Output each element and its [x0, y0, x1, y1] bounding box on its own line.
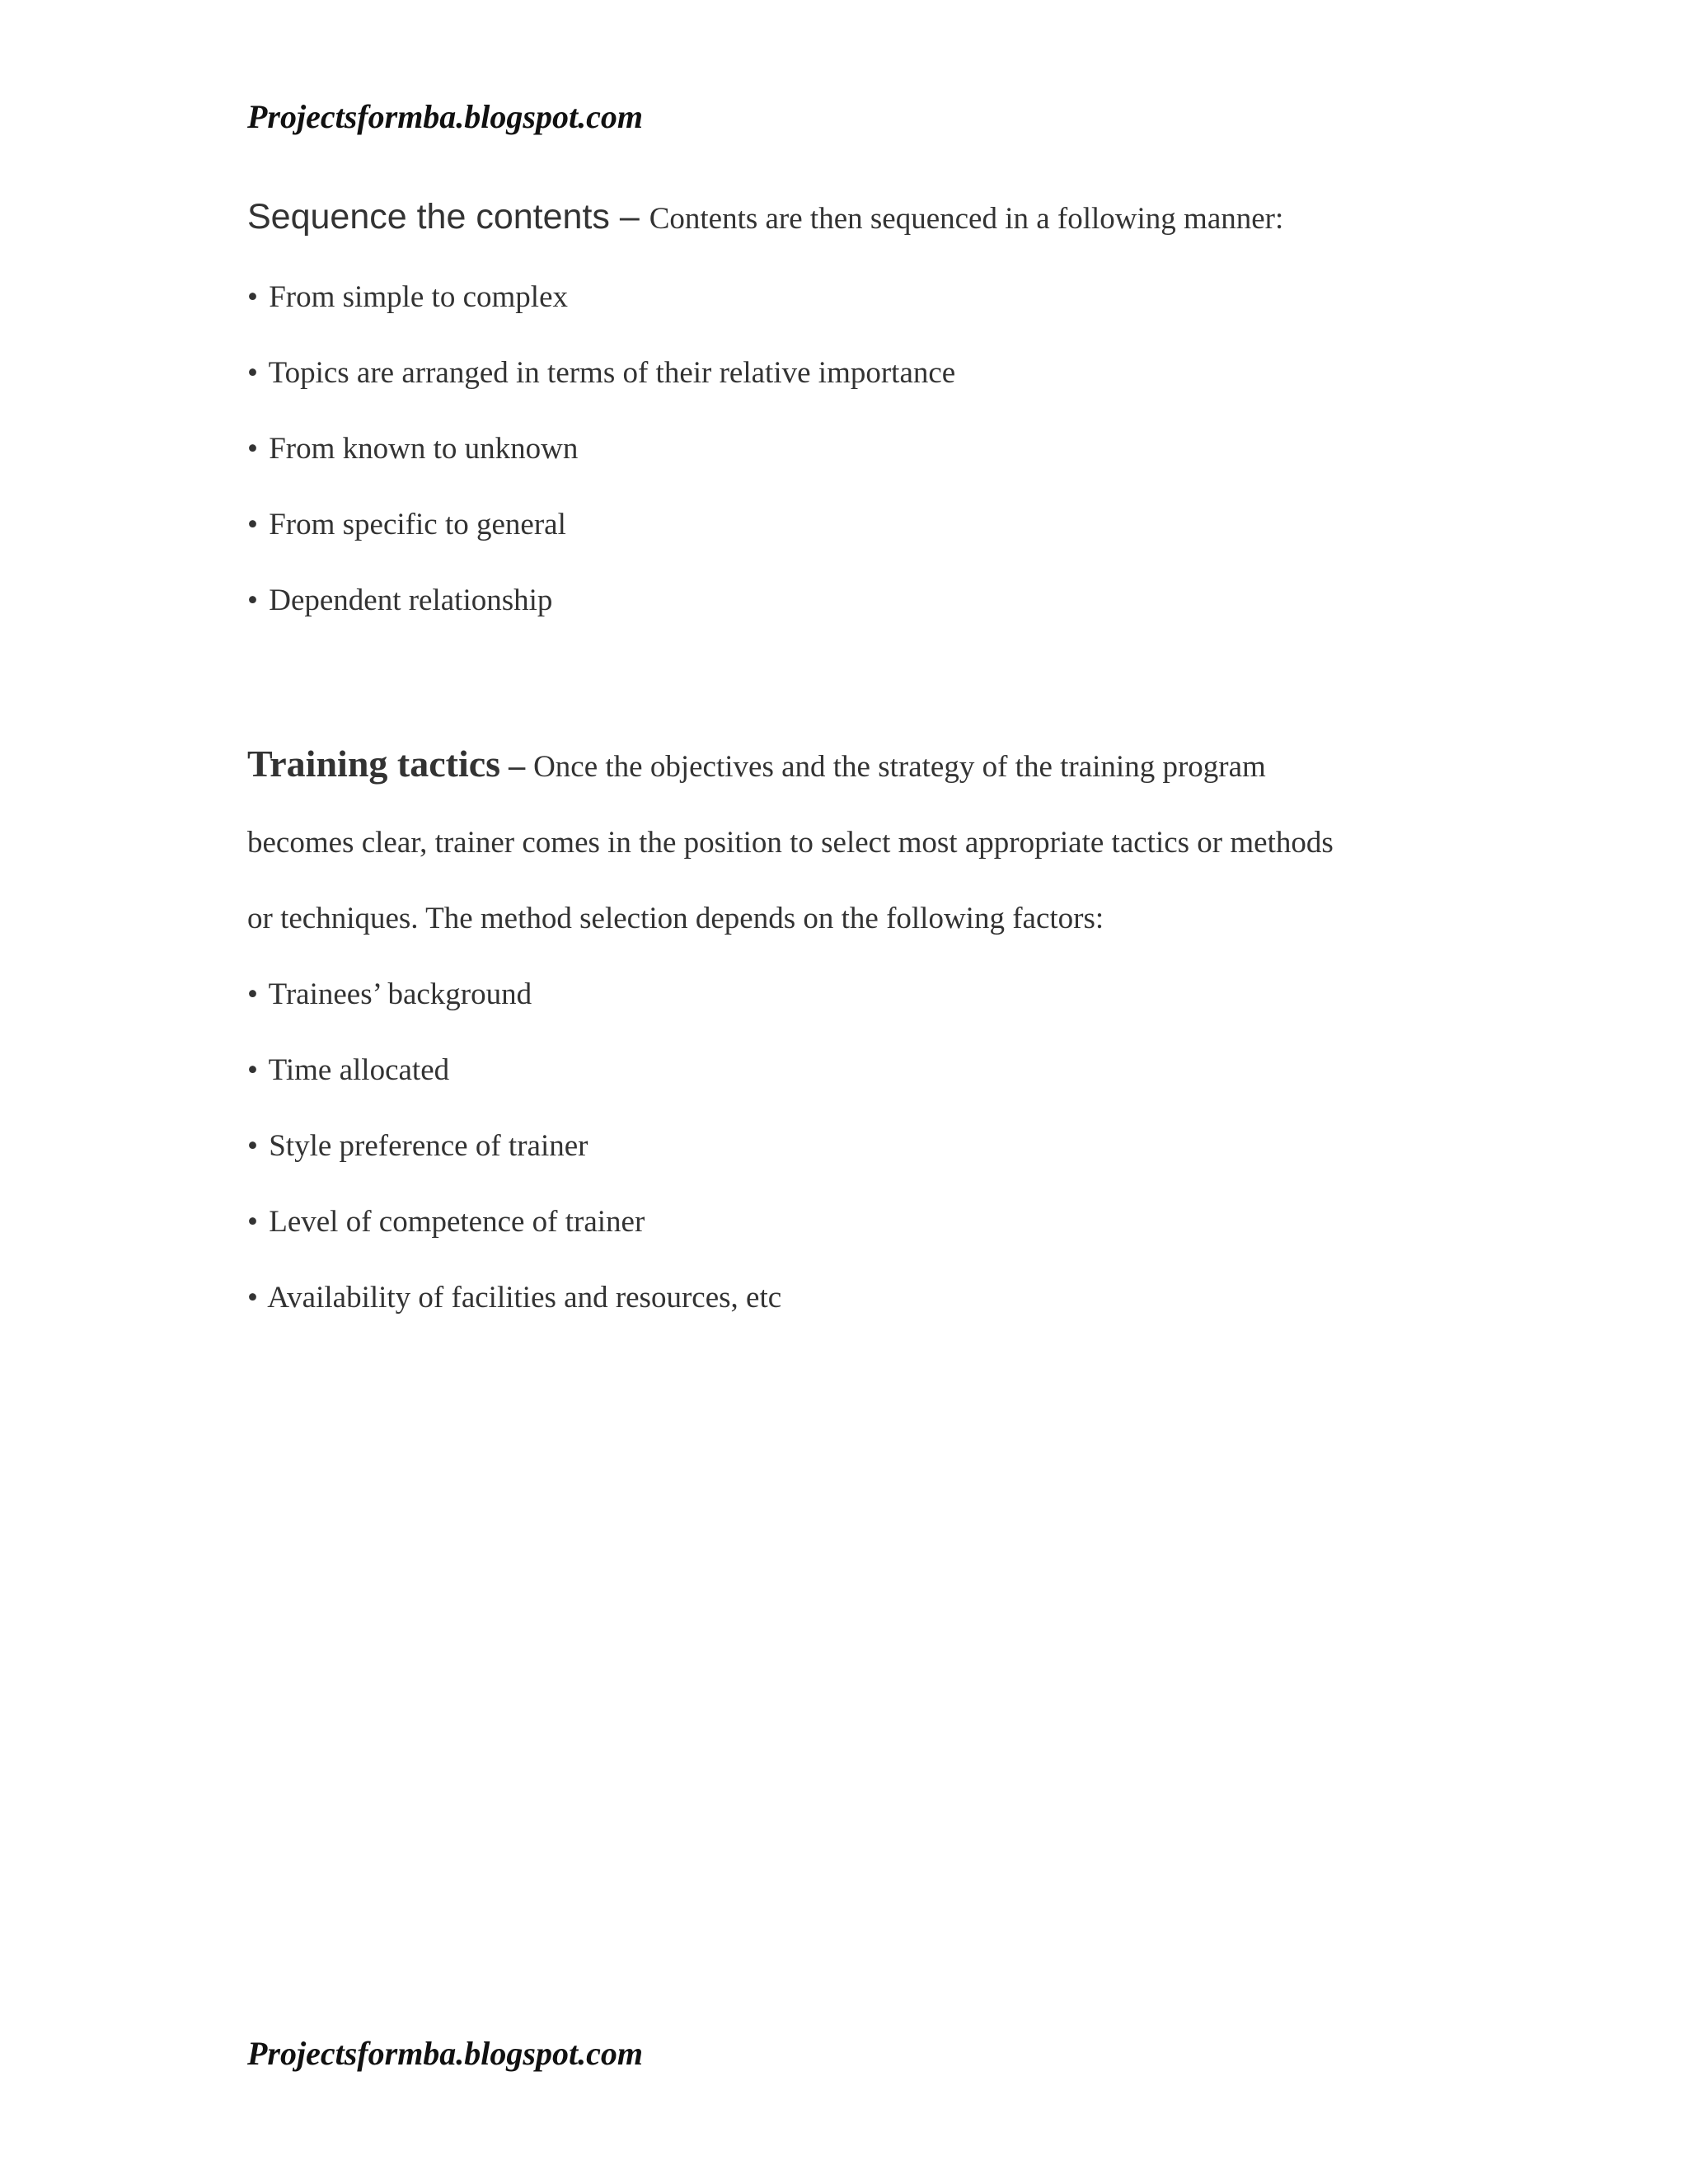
list-item	[247, 509, 566, 540]
list-item	[247, 979, 532, 1010]
bullet-icon: •	[247, 508, 258, 541]
section1-dash: –	[609, 197, 649, 237]
bullet-icon: •	[247, 280, 258, 314]
list-item	[247, 1282, 781, 1313]
list-item-text: Trainees’ background	[268, 977, 532, 1011]
list-item-text: Topics are arranged in terms of their relative importance	[268, 356, 956, 390]
list-item-text: Dependent relationship	[269, 583, 553, 617]
list-item	[247, 282, 568, 312]
bullet-icon: •	[247, 977, 258, 1011]
list-item-text: From specific to general	[269, 508, 566, 541]
section1-title: Sequence the contents	[247, 197, 610, 237]
bullet-icon: •	[247, 1281, 258, 1315]
section2-title: Training tactics	[247, 743, 501, 785]
list-item	[247, 1207, 645, 1237]
list-item	[247, 1055, 449, 1085]
list-item	[247, 585, 552, 616]
bullet-icon: •	[247, 356, 258, 390]
list-item-text: From simple to complex	[269, 280, 568, 314]
bullet-icon: •	[247, 1053, 258, 1087]
section2-heading-line	[247, 745, 1266, 783]
section1-intro: Contents are then sequenced in a following manner:	[649, 202, 1284, 236]
list-item-text: Style preference of trainer	[269, 1129, 588, 1163]
list-item-text: Time allocated	[268, 1053, 450, 1087]
bullet-icon: •	[247, 583, 258, 617]
list-item	[247, 358, 955, 388]
page-footer: Projectsformba.blogspot.com	[247, 2035, 643, 2072]
list-item	[247, 434, 578, 464]
bullet-icon: •	[247, 1205, 258, 1239]
section2-intro-line-3: or techniques. The method selection depends on the following factors:	[247, 902, 1104, 935]
list-item-text: Availability of facilities and resources, etc	[267, 1281, 782, 1315]
bullet-icon: •	[247, 1129, 258, 1163]
list-item	[247, 1131, 588, 1161]
page-header: Projectsformba.blogspot.com	[247, 98, 643, 135]
bullet-icon: •	[247, 432, 258, 466]
section2-intro-line-1: Once the objectives and the strategy of the training program	[533, 750, 1266, 784]
section2-dash: –	[500, 747, 534, 784]
list-item-text: Level of competence of trainer	[269, 1205, 645, 1239]
section1-heading-line	[247, 199, 1283, 235]
section2-intro-line-2: becomes clear, trainer comes in the position to select most appropriate tactics or methods	[247, 826, 1334, 860]
list-item-text: From known to unknown	[269, 432, 579, 466]
